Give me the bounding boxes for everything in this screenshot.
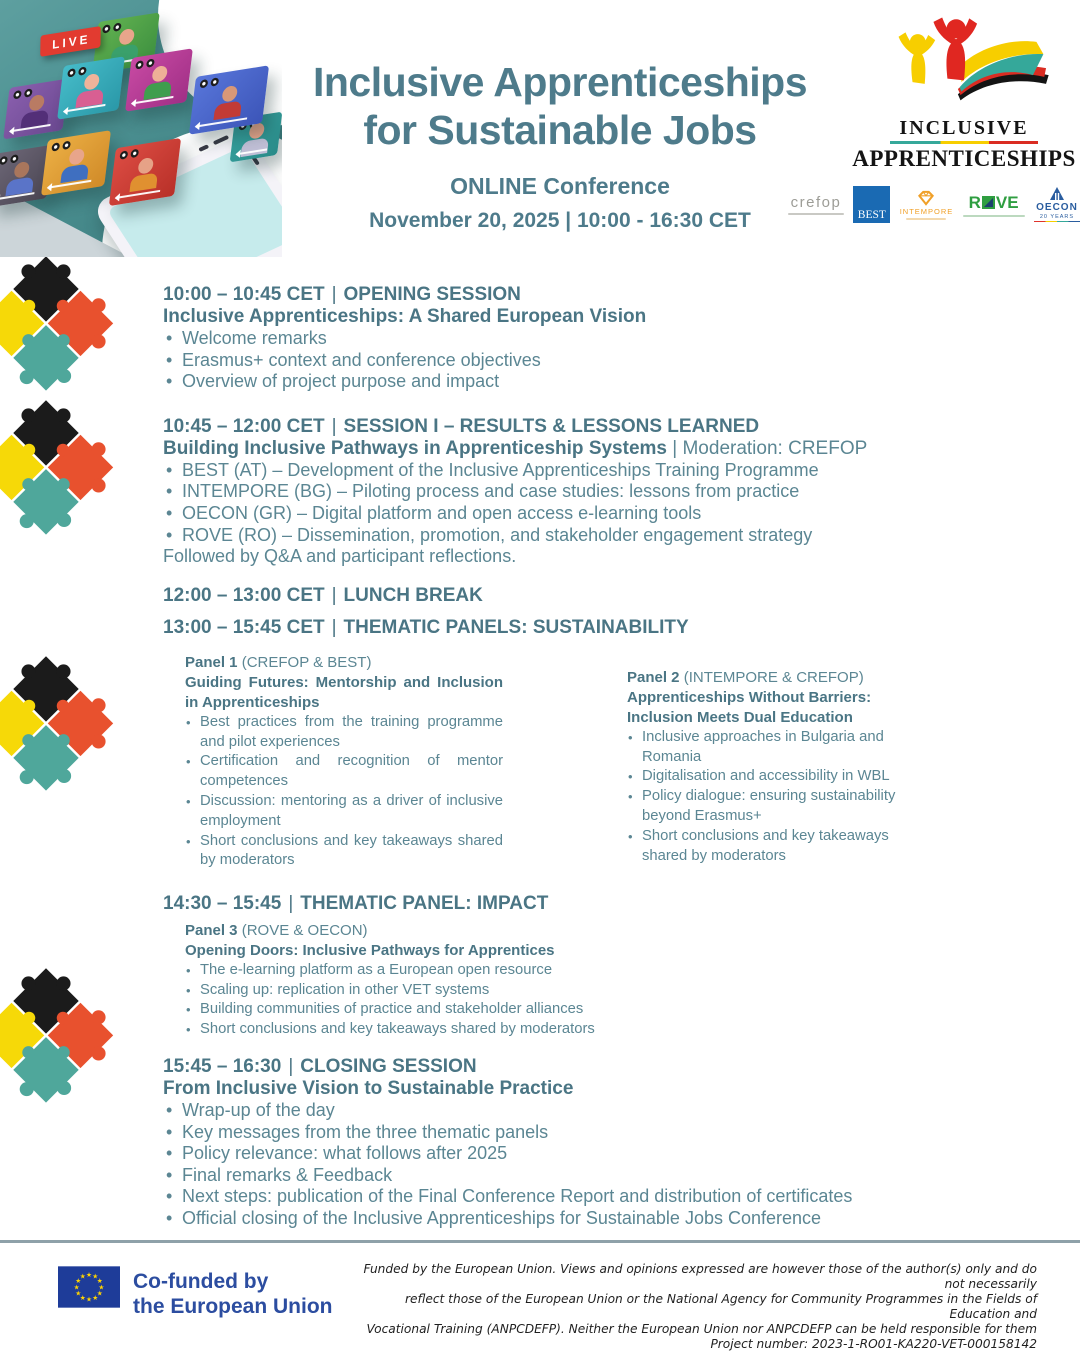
impact-time: 14:30 – 15:45 [163, 892, 282, 914]
header [277, 58, 843, 233]
panel2-bullets [627, 728, 965, 867]
list-item: • OECON (GR) – Digital platform and open access e-learning tools [163, 503, 941, 525]
list-item: • Short conclusions and key takeaways shared by moderators [627, 827, 932, 867]
session1-time: 10:45 – 12:00 CET [163, 415, 325, 437]
session1-title: SESSION I – RESULTS & LESSONS LEARNED [343, 415, 760, 437]
avatar [129, 156, 160, 192]
video-tile [125, 48, 193, 111]
section-thematic-panels [163, 617, 941, 639]
list-item: • Inclusive approaches in Bulgaria and Romania [627, 728, 932, 768]
panel-1 [185, 653, 503, 871]
svg-text:★: ★ [96, 1289, 103, 1298]
rove-triangle-icon [982, 196, 995, 209]
list-item: • Overview of project purpose and impact [163, 371, 941, 393]
list-item: • BEST (AT) – Development of the Inclusive Apprenticeships Training Programme [163, 460, 941, 482]
lunch-time: 12:00 – 13:00 CET [163, 584, 325, 606]
svg-text:★: ★ [96, 1277, 103, 1286]
opening-heading: 10:00 – 10:45 CET | OPENING SESSION [163, 284, 521, 305]
project-number: Project number: 2023-1-RO01-KA220-VET-000158142 [710, 1336, 1037, 1351]
logo-word-inclusive: INCLUSIVE [899, 117, 1029, 139]
impact-heading: 14:30 – 15:45 | THEMATIC PANEL: IMPACT [163, 892, 549, 914]
mic-camera-icons [199, 77, 219, 88]
panel3-name: Panel 3 [185, 921, 238, 939]
eu-cofunded-label: Co-funded by the European Union [133, 1270, 333, 1318]
section-lunch [163, 585, 941, 607]
closing-time: 15:45 – 16:30 [163, 1055, 282, 1077]
opening-time: 10:00 – 10:45 CET [163, 284, 325, 305]
list-item: • Policy relevance: what follows after 2025 [163, 1143, 941, 1165]
closing-bullets [163, 1100, 941, 1230]
panel2-partners: (INTEMPORE & CREFOP) [683, 668, 864, 686]
panels-time: 13:00 – 15:45 CET [163, 616, 325, 638]
list-item: • Scaling up: replication in other VET systems [185, 981, 655, 1001]
list-item: • Policy dialogue: ensuring sustainability beyond Erasmus+ [627, 787, 942, 827]
partner-logos [788, 186, 1080, 223]
puzzle-decoration [0, 392, 122, 544]
panels-heading: 13:00 – 15:45 CET | THEMATIC PANELS: SUSTAINABILITY [163, 616, 689, 638]
svg-text:★: ★ [98, 1283, 105, 1292]
crefop-logo: crefop [788, 194, 844, 215]
lunch-title: LUNCH BREAK [343, 584, 483, 606]
oecon-icon [1047, 187, 1067, 202]
logo-underline [890, 141, 1038, 144]
logo-word-apprenticeships: APPRENTICESHIPS [852, 146, 1076, 171]
list-item: • Building communities of practice and stakeholder alliances [185, 1000, 655, 1020]
panel3-bullets [185, 961, 655, 1040]
diamond-icon [916, 190, 936, 206]
session1-bullets [163, 460, 941, 546]
inclusive-apprenticeships-logo-icon [859, 14, 1069, 110]
list-item: • Official closing of the Inclusive Apprenticeships for Sustainable Jobs Conference [163, 1208, 941, 1230]
session1-followup: Followed by Q&A and participant reflections. [163, 546, 517, 567]
closing-heading: 15:45 – 16:30 | CLOSING SESSION [163, 1055, 477, 1077]
panel1-title: Guiding Futures: Mentorship and Inclusion in Apprenticeships [185, 673, 503, 711]
video-conference-illustration [0, 0, 282, 257]
svg-text:★: ★ [85, 1295, 93, 1304]
svg-text:★: ★ [79, 1272, 86, 1281]
avatar [143, 64, 174, 100]
list-item: • Short conclusions and key takeaways shared by moderators [185, 832, 503, 872]
svg-text:★: ★ [85, 1270, 93, 1279]
svg-text:★: ★ [79, 1294, 86, 1303]
project-logo [848, 14, 1080, 172]
list-item: • Certification and recognition of mentor competences [185, 752, 503, 792]
avatar [213, 84, 244, 120]
panel-2 [627, 668, 965, 867]
section-session1 [163, 416, 941, 568]
list-item: • The e-learning platform as a European open resource [185, 961, 655, 981]
list-item: • INTEMPORE (BG) – Piloting process and case studies: lessons from practice [163, 481, 941, 503]
svg-text:★: ★ [75, 1277, 82, 1286]
panel2-name: Panel 2 [627, 668, 680, 686]
section-impact [163, 893, 941, 915]
list-item: • Final remarks & Feedback [163, 1165, 941, 1187]
panel3-title: Opening Doors: Inclusive Pathways for Apprentices [185, 941, 555, 959]
eu-flag-icon [58, 1266, 120, 1308]
svg-text:★: ★ [73, 1283, 80, 1292]
session1-heading: 10:45 – 12:00 CET | SESSION I – RESULTS & LESSONS LEARNED [163, 415, 760, 437]
puzzle-decoration [0, 648, 122, 800]
panel2-title: Apprenticeships Without Barriers: Inclusion Meets Dual Education [627, 688, 872, 726]
list-item: • Best practices from the training programme and pilot experiences [185, 713, 503, 753]
agenda [163, 284, 941, 1230]
opening-subtitle: Inclusive Apprenticeships: A Shared European Vision [163, 306, 647, 327]
mic-camera-icons [119, 149, 139, 160]
avatar [5, 160, 36, 196]
list-item: • Short conclusions and key takeaways shared by moderators [185, 1020, 655, 1040]
impact-title: THEMATIC PANEL: IMPACT [300, 892, 549, 914]
intempore-logo: INTEMPORE [900, 190, 954, 220]
svg-text:★: ★ [75, 1289, 82, 1298]
page-title: Inclusive Apprenticeships for Sustainable Jobs [312, 59, 808, 153]
rove-logo: R VE [963, 193, 1025, 217]
opening-bullets [163, 328, 941, 393]
list-item: • Welcome remarks [163, 328, 941, 350]
list-item: • Erasmus+ context and conference objectives [163, 350, 941, 372]
opening-title: OPENING SESSION [343, 284, 521, 305]
puzzle-decoration [0, 960, 122, 1112]
video-tile [57, 56, 125, 119]
svg-text:★: ★ [92, 1294, 99, 1303]
section-opening [163, 284, 941, 393]
list-item: • Key messages from the three thematic panels [163, 1122, 941, 1144]
footer-divider [0, 1240, 1080, 1243]
avatar [60, 147, 91, 183]
puzzle-decoration [0, 248, 122, 400]
arrow-icon [116, 190, 161, 199]
oecon-logo: OECON 20 YEARS [1034, 187, 1080, 223]
panel1-partners: (CREFOP & BEST) [241, 653, 372, 671]
list-item: • Next steps: publication of the Final Conference Report and distribution of certificates [163, 1186, 941, 1208]
list-item: • Discussion: mentoring as a driver of inclusive employment [185, 792, 503, 832]
video-tile [41, 130, 111, 196]
panel3-partners: (ROVE & OECON) [241, 921, 368, 939]
lunch-heading: 12:00 – 13:00 CET | LUNCH BREAK [163, 584, 483, 606]
closing-subtitle: From Inclusive Vision to Sustainable Practice [163, 1077, 574, 1099]
funding-disclaimer: Funded by the European Union. Views and opinions expressed are however those of the author(s) only and do not necessarily reflect those of the European Union or the National Agency for Community Programmes in the Fields of Education and Vocational Training (ANPCDEFP). Neither the European Union nor ANPCDEFP can be held responsible for them Project number: 2023-1-RO01-KA220-VET-000158142 [357, 1262, 1037, 1351]
panel-3 [185, 921, 655, 1040]
avatar [75, 72, 106, 108]
panels-title: THEMATIC PANELS: SUSTAINABILITY [343, 616, 689, 638]
panel1-name: Panel 1 [185, 653, 238, 671]
section-closing [163, 1056, 941, 1230]
video-tile [109, 138, 181, 206]
best-logo: BEST [853, 186, 890, 223]
svg-text:★: ★ [92, 1272, 99, 1281]
list-item: • Digitalisation and accessibility in WBL [627, 767, 965, 787]
live-badge-label: LIVE [52, 31, 91, 52]
conference-subtitle: ONLINE Conference [450, 173, 670, 199]
list-item: • Wrap-up of the day [163, 1100, 941, 1122]
panel-columns [163, 653, 941, 893]
panel1-bullets [185, 713, 503, 871]
conference-date: November 20, 2025 | 10:00 - 16:30 CET [369, 209, 751, 232]
list-item: • ROVE (RO) – Dissemination, promotion, and stakeholder engagement strategy [163, 525, 941, 547]
session1-subtitle: Building Inclusive Pathways in Apprenticeship Systems | Moderation: CREFOP [163, 437, 868, 459]
closing-title: CLOSING SESSION [300, 1055, 477, 1077]
